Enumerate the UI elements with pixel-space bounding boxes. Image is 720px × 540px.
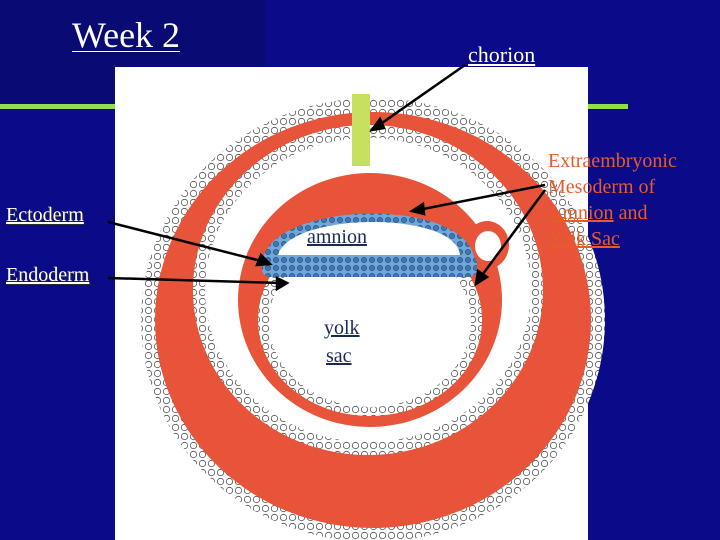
endoderm-label: Endoderm [6,264,90,286]
connecting-stalk [352,94,370,166]
yolk-sac-link-text[interactable]: Yolk Sac [548,228,620,250]
ectoderm-label: Ectoderm [6,204,84,226]
extraembryonic-label-line2: Mesoderm of [548,176,656,198]
yolk-sac-label-line2: sac [326,345,352,367]
yolk-sac-label-line1: yolk [324,317,360,339]
extraembryonic-label-line3 [548,200,647,226]
embryonic-disc [262,255,477,277]
amnion-label: amnion [307,226,367,248]
extraembryonic-label-line1: Extraembryonic [548,150,677,172]
amnion-link-text[interactable]: Amnion [548,202,614,224]
and-text: and [618,202,648,224]
slide-title: Week 2 [72,15,181,55]
chorion-label: chorion [468,42,536,67]
